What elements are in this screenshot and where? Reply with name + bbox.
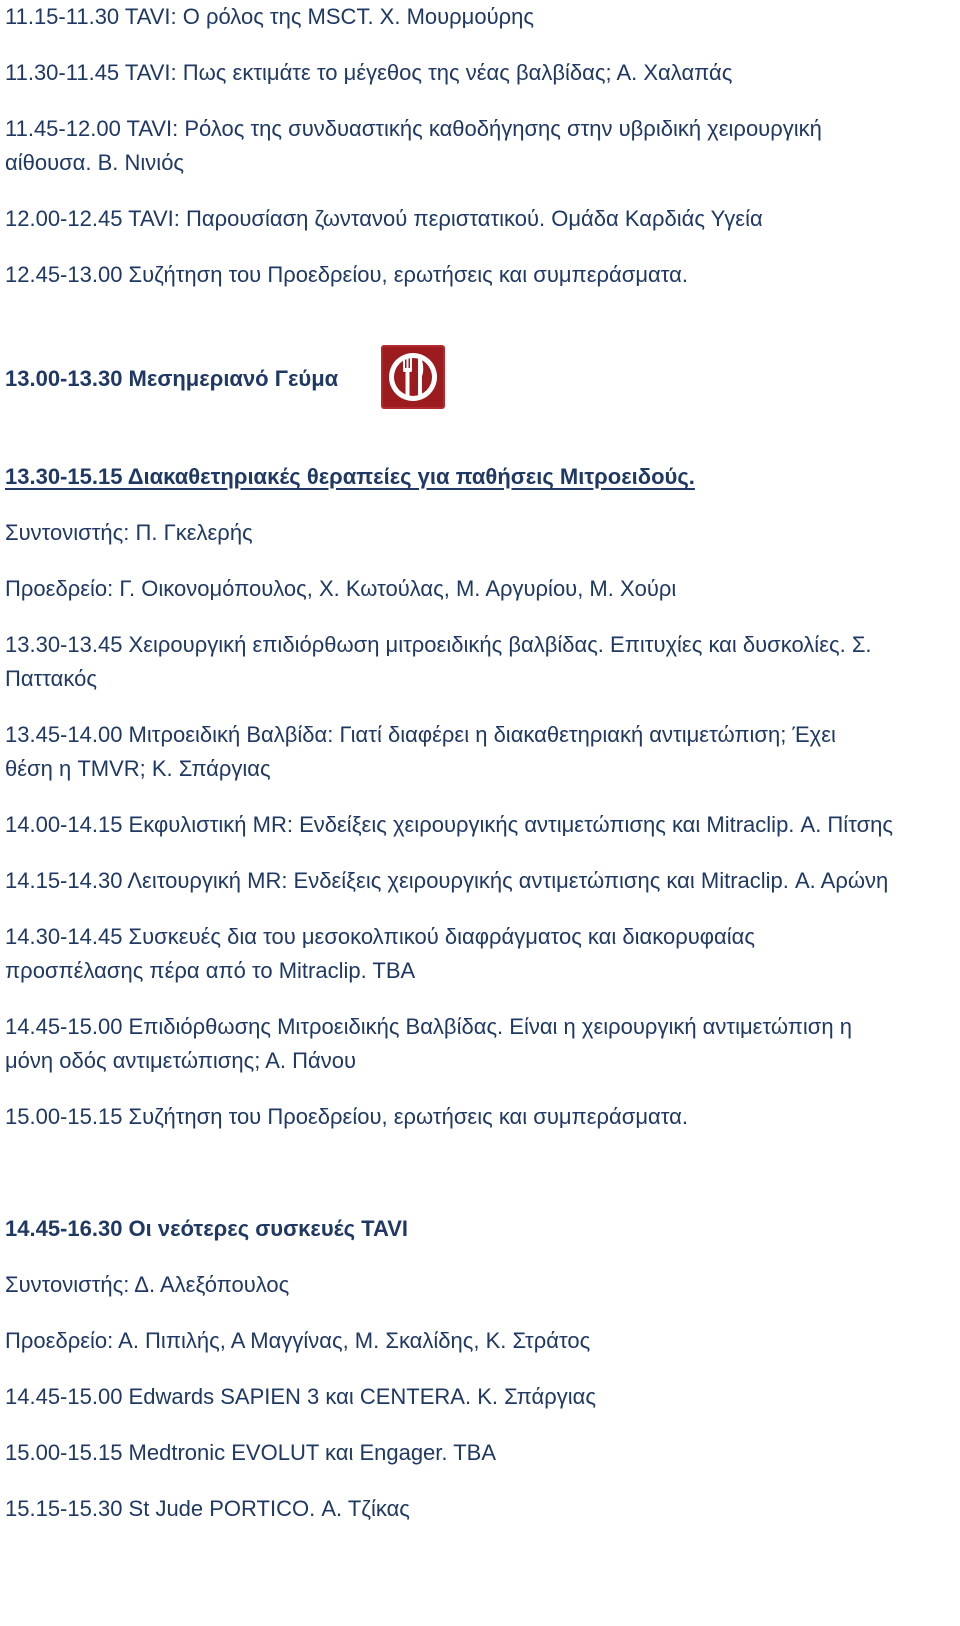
session-chairs: Προεδρείο: Α. Πιπιλής, Α Μαγγίνας, Μ. Σκαλίδης, Κ. Στράτος (5, 1328, 591, 1353)
list-item (5, 1010, 955, 1078)
list-item-text: προσπέλασης πέρα από το Mitraclip. TBA (5, 958, 416, 983)
list-item-text: μόνη οδός αντιμετώπισης; Α. Πάνου (5, 1048, 356, 1073)
session2 (5, 460, 955, 1134)
list-item-text: Παττακός (5, 666, 97, 691)
session3 (5, 1212, 955, 1526)
session1-list (5, 0, 955, 292)
list-item-text: 13.30-13.45 Χειρουργική επιδιόρθωση μιτροειδικής βαλβίδας. Επιτυχίες και δυσκολίες. Σ. (5, 632, 872, 657)
list-item (5, 258, 955, 292)
list-item-text: 13.45-14.00 Μιτροειδική Βαλβίδα: Γιατί διαφέρει η διακαθετηριακή αντιμετώπιση; Έχει (5, 722, 836, 747)
list-item (5, 718, 955, 786)
list-item-text: 12.45-13.00 Συζήτηση του Προεδρείου, ερωτήσεις και συμπεράσματα. (5, 262, 688, 287)
list-item-text: 15.00-15.15 Medtronic EVOLUT και Engager. TBA (5, 1440, 497, 1465)
list-item (5, 112, 955, 180)
list-item-text: 11.15-11.30 TAVI: Ο ρόλος της MSCT. Χ. Μουρμούρης (5, 4, 534, 29)
list-item-text: 11.45-12.00 TAVI: Ρόλος της συνδυαστικής καθοδήγησης στην υβριδική χειρουργική (5, 116, 822, 141)
list-item-text: 14.45-15.00 Επιδιόρθωσης Μιτροειδικής Βαλβίδας. Είναι η χειρουργική αντιμετώπιση η (5, 1014, 852, 1039)
list-item (5, 1380, 955, 1414)
list-item (5, 56, 955, 90)
lunch-break (5, 344, 955, 414)
list-item-text: θέση η TMVR; Κ. Σπάργιας (5, 756, 271, 781)
list-item-text: 15.15-15.30 St Jude PORTICO. Α. Τζίκας (5, 1496, 410, 1521)
program-page (5, 0, 955, 1548)
list-item-text: αίθουσα. Β. Νινιός (5, 150, 185, 175)
list-item (5, 1492, 955, 1526)
cutlery-icon (380, 344, 446, 410)
list-item-text: 14.45-15.00 Edwards SAPIEN 3 και CENTERA. Κ. Σπάργιας (5, 1384, 596, 1409)
list-item (5, 1436, 955, 1470)
list-item (5, 920, 955, 988)
list-item-text: 14.00-14.15 Εκφυλιστική MR: Ενδείξεις χειρουργικής αντιμετώπισης και Mitraclip. Α. Πίτσης (5, 812, 893, 837)
list-item (5, 628, 955, 696)
list-item (5, 864, 955, 898)
list-item-text: 15.00-15.15 Συζήτηση του Προεδρείου, ερωτήσεις και συμπεράσματα. (5, 1104, 688, 1129)
session-title: 14.45-16.30 Οι νεότερες συσκευές TAVI (5, 1216, 408, 1241)
session-chairs: Προεδρείο: Γ. Οικονομόπουλος, Χ. Κωτούλας, Μ. Αργυρίου, Μ. Χούρι (5, 576, 677, 601)
list-item (5, 1100, 955, 1134)
list-item (5, 808, 955, 842)
list-item (5, 202, 955, 236)
list-item-text: 14.15-14.30 Λειτουργική MR: Ενδείξεις χειρουργικής αντιμετώπισης και Mitraclip. Α. Αρώνη (5, 868, 889, 893)
session-coordinator: Συντονιστής: Δ. Αλεξόπουλος (5, 1272, 290, 1297)
list-item-text: 14.30-14.45 Συσκευές δια του μεσοκολπικού διαφράγματος και διακορυφαίας (5, 924, 755, 949)
session-coordinator: Συντονιστής: Π. Γκελερής (5, 520, 253, 545)
list-item (5, 0, 955, 34)
list-item-text: 12.00-12.45 TAVI: Παρουσίαση ζωντανού περιστατικού. Ομάδα Καρδιάς Υγεία (5, 206, 763, 231)
list-item-text: 11.30-11.45 TAVI: Πως εκτιμάτε το μέγεθος της νέας βαλβίδας; Α. Χαλαπάς (5, 60, 733, 85)
lunch-label: 13.00-13.30 Μεσημεριανό Γεύμα (5, 366, 339, 391)
session-title: 13.30-15.15 Διακαθετηριακές θεραπείες για παθήσεις Μιτροειδούς. (5, 464, 695, 489)
